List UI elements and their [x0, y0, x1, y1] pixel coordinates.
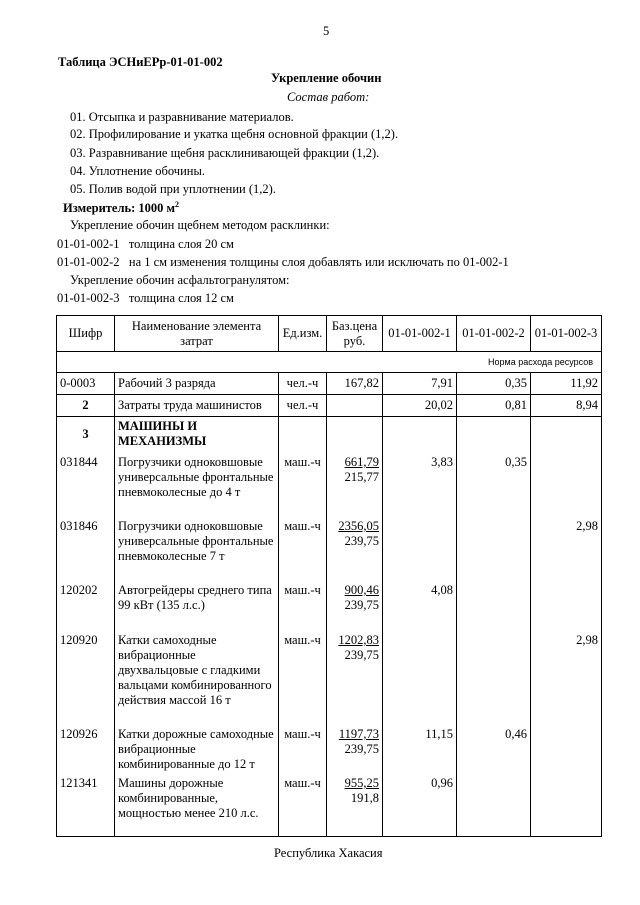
table-section-row	[57, 417, 602, 456]
row-unit: маш.-ч	[279, 623, 327, 723]
table-row	[57, 623, 602, 723]
row-price	[327, 515, 383, 579]
table-row	[57, 515, 602, 579]
method-line-1: Укрепление обочин щебнем методом расклинки:	[70, 218, 330, 232]
row-value-1: 0,96	[383, 772, 457, 837]
price-top: 661,79	[344, 455, 379, 469]
table-row	[57, 455, 602, 515]
price-top: 2356,05	[338, 519, 379, 533]
section-code: 3	[57, 417, 115, 456]
row-value-1: 7,91	[383, 373, 457, 395]
price-bottom: 239,75	[344, 598, 379, 612]
measure-label: Измеритель: 1000 м	[63, 201, 176, 216]
row-code: 031846	[57, 515, 115, 579]
row-name: Погрузчики одноковшовые универсальные фронтальные пневмоколесные 7 т	[115, 515, 279, 579]
row-value-2	[457, 623, 531, 723]
row-name: Погрузчики одноковшовые универсальные фронтальные пневмоколесные до 4 т	[115, 455, 279, 515]
code-3-text: толщина слоя 12 см	[128, 291, 234, 305]
code-line-3	[57, 291, 234, 306]
code-1: 01-01-002-1	[57, 237, 120, 251]
section-title: Укрепление обочин	[271, 71, 382, 85]
header-unit: Ед.изм.	[279, 316, 327, 352]
work-item: 04. Уплотнение обочины.	[70, 164, 205, 178]
row-unit: маш.-ч	[279, 515, 327, 579]
table-header-row	[57, 316, 602, 352]
table-subheader-row	[57, 352, 602, 373]
row-price	[327, 395, 383, 417]
row-code: 120926	[57, 723, 115, 772]
row-code: 0-0003	[57, 373, 115, 395]
price-bottom: 191,8	[350, 791, 379, 805]
table-row	[57, 579, 602, 623]
row-value-2: 0,35	[457, 373, 531, 395]
row-value-1: 20,02	[383, 395, 457, 417]
row-value-3	[531, 455, 602, 515]
measure-superscript: 2	[175, 200, 180, 209]
work-item: 02. Профилирование и укатка щебня основной фракции (1,2).	[70, 127, 399, 141]
row-price	[327, 579, 383, 623]
work-item: 03. Разравнивание щебня расклинивающей фракции (1,2).	[70, 146, 380, 160]
row-price	[327, 772, 383, 837]
subheader-norms: Норма расхода ресурсов	[57, 352, 602, 373]
row-unit: маш.-ч	[279, 723, 327, 772]
row-unit: чел.-ч	[279, 395, 327, 417]
row-value-2	[457, 515, 531, 579]
row-value-3: 8,94	[531, 395, 602, 417]
table-row	[57, 723, 602, 772]
row-name: Рабочий 3 разряда	[115, 373, 279, 395]
price-top: 900,46	[344, 583, 379, 597]
row-value-3: 2,98	[531, 623, 602, 723]
row-value-1	[383, 623, 457, 723]
measure-unit	[63, 200, 179, 216]
price-top: 1202,83	[338, 633, 379, 647]
table-code: Таблица ЭСНиЕРр-01-01-002	[58, 55, 223, 69]
price-bottom: 215,77	[344, 470, 379, 484]
row-name: Катки дорожные самоходные вибрационные комбинированные до 12 т	[115, 723, 279, 772]
row-name: Машины дорожные комбинированные, мощностью менее 210 л.с.	[115, 772, 279, 837]
page-footer: Республика Хакасия	[274, 846, 383, 860]
price-top: 955,25	[344, 776, 379, 790]
code-2-text: на 1 см изменения толщины слоя добавлять или исключать по 01-002-1	[128, 255, 509, 269]
norms-table	[56, 315, 602, 837]
code-line-1	[57, 237, 234, 252]
section-name: МАШИНЫ И МЕХАНИЗМЫ	[115, 417, 279, 456]
row-unit: чел.-ч	[279, 373, 327, 395]
row-value-2: 0,35	[457, 455, 531, 515]
row-unit: маш.-ч	[279, 455, 327, 515]
row-value-3: 11,92	[531, 373, 602, 395]
row-value-3: 2,98	[531, 515, 602, 579]
row-unit: маш.-ч	[279, 579, 327, 623]
table-row	[57, 395, 602, 417]
header-col-3: 01-01-002-3	[531, 316, 602, 352]
code-3: 01-01-002-3	[57, 291, 120, 305]
header-price: Баз.цена руб.	[327, 316, 383, 352]
method-line-2: Укрепление обочин асфальтогранулятом:	[70, 273, 290, 287]
work-item: 05. Полив водой при уплотнении (1,2).	[70, 182, 276, 196]
row-name: Катки самоходные вибрационные двухвальцовые с гладкими вальцами комбинированного действия массой 16 т	[115, 623, 279, 723]
code-line-2	[57, 255, 509, 270]
row-code: 031844	[57, 455, 115, 515]
header-name: Наименование элемента затрат	[115, 316, 279, 352]
header-col-1: 01-01-002-1	[383, 316, 457, 352]
row-name: Затраты труда машинистов	[115, 395, 279, 417]
table-row	[57, 373, 602, 395]
row-value-3	[531, 723, 602, 772]
row-value-1	[383, 515, 457, 579]
row-value-1: 3,83	[383, 455, 457, 515]
price-bottom: 239,75	[344, 742, 379, 756]
table-row	[57, 772, 602, 837]
row-unit: маш.-ч	[279, 772, 327, 837]
price-top: 1197,73	[338, 727, 379, 741]
row-value-3	[531, 579, 602, 623]
row-value-1: 4,08	[383, 579, 457, 623]
row-value-2	[457, 772, 531, 837]
row-code: 120202	[57, 579, 115, 623]
price-bottom: 239,75	[344, 648, 379, 662]
row-code: 121341	[57, 772, 115, 837]
header-col-2: 01-01-002-2	[457, 316, 531, 352]
row-price: 167,82	[327, 373, 383, 395]
row-name: Автогрейдеры среднего типа 99 кВт (135 л.с.)	[115, 579, 279, 623]
row-price	[327, 455, 383, 515]
price-bottom: 239,75	[344, 534, 379, 548]
work-item: 01. Отсыпка и разравнивание материалов.	[70, 110, 294, 124]
code-2: 01-01-002-2	[57, 255, 120, 269]
work-scope-label: Состав работ:	[287, 90, 370, 104]
row-value-2	[457, 579, 531, 623]
code-1-text: толщина слоя 20 см	[128, 237, 234, 251]
header-code: Шифр	[57, 316, 115, 352]
page-number: 5	[323, 24, 330, 38]
row-code: 120920	[57, 623, 115, 723]
row-price	[327, 723, 383, 772]
row-value-3	[531, 772, 602, 837]
row-value-2: 0,81	[457, 395, 531, 417]
row-price	[327, 623, 383, 723]
row-value-2: 0,46	[457, 723, 531, 772]
row-value-1: 11,15	[383, 723, 457, 772]
row-code: 2	[57, 395, 115, 417]
